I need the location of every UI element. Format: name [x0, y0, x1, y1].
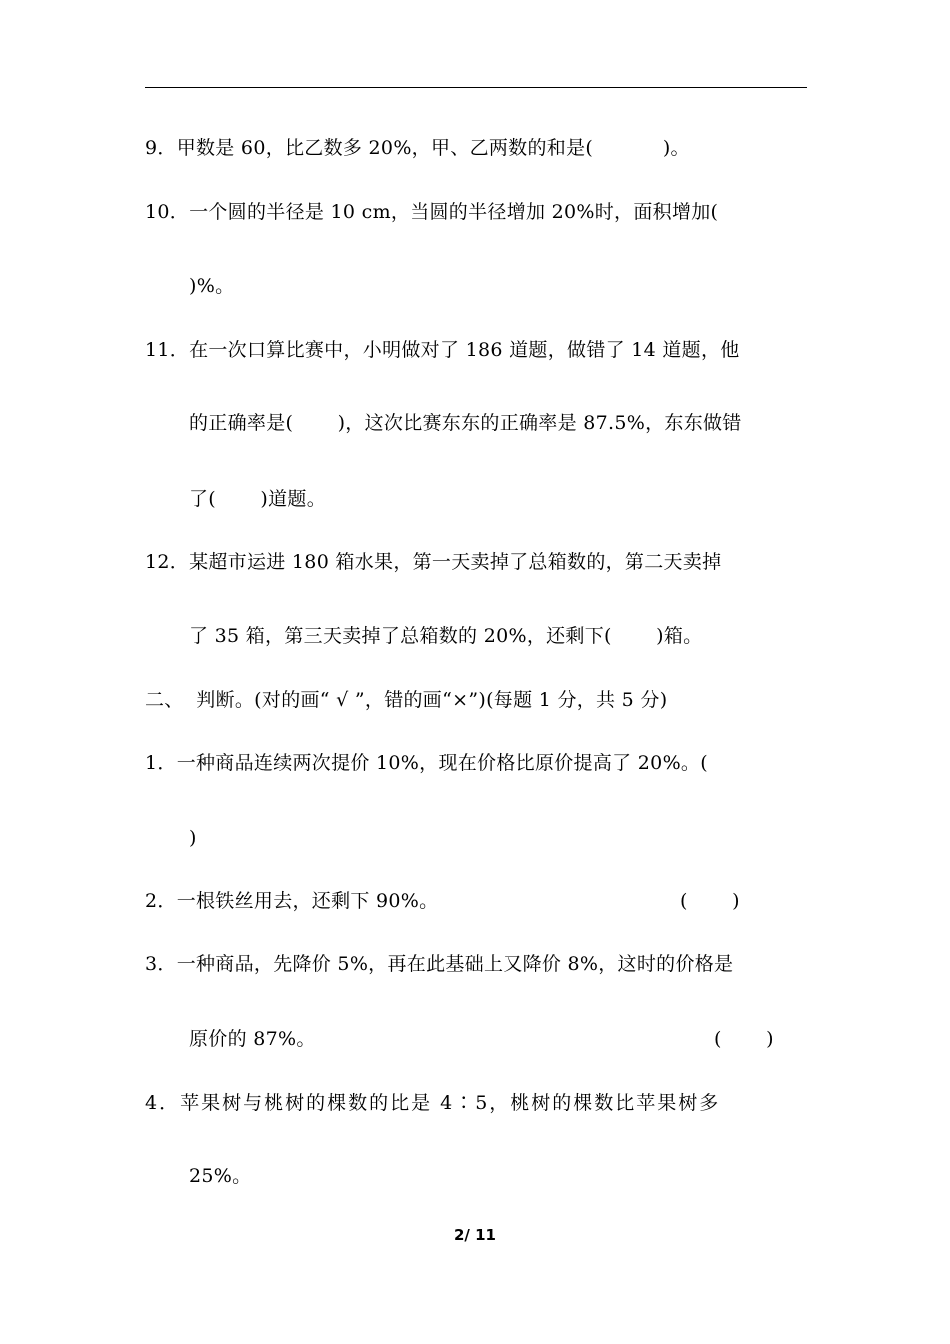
judge-1-line-2: )	[189, 827, 197, 849]
question-10-line-2: )%。	[189, 275, 235, 297]
section-two-title: 二、 判断。(对的画“ √ ”，错的画“×”)(每题 1 分，共 5 分)	[145, 689, 668, 711]
question-10-line-1: 10．一个圆的半径是 10 cm，当圆的半径增加 20%时，面积增加(	[145, 201, 719, 223]
question-12-line-1: 12．某超市运进 180 箱水果，第一天卖掉了总箱数的，第二天卖掉	[145, 551, 722, 573]
page-number: 2/ 11	[453, 1226, 496, 1244]
judge-4-line-2: 25%。	[189, 1165, 252, 1187]
question-12-line-2: 了 35 箱，第三天卖掉了总箱数的 20%，还剩下( )箱。	[189, 625, 703, 647]
judge-3-line-1: 3．一种商品，先降价 5%，再在此基础上又降价 8%，这时的价格是	[145, 953, 734, 975]
judge-1-line-1: 1．一种商品连续两次提价 10%，现在价格比原价提高了 20%。(	[145, 752, 708, 774]
header-rule	[145, 87, 807, 88]
judge-3-line-2: 原价的 87%。	[189, 1028, 316, 1050]
judge-2-bracket: ( )	[680, 890, 740, 912]
judge-2-line-1: 2．一根铁丝用去，还剩下 90%。	[145, 890, 439, 912]
question-11-line-3: 了( )道题。	[189, 488, 327, 510]
judge-4-line-1: 4．苹果树与桃树的棵数的比是 4∶5，桃树的棵数比苹果树多	[145, 1092, 721, 1114]
question-11-line-1: 11．在一次口算比赛中，小明做对了 186 道题，做错了 14 道题，他	[145, 339, 740, 361]
question-11-line-2: 的正确率是( )，这次比赛东东的正确率是 87.5%，东东做错	[189, 412, 742, 434]
judge-3-bracket: ( )	[714, 1028, 774, 1050]
question-9-line-1: 9．甲数是 60，比乙数多 20%，甲、乙两数的和是( )。	[145, 137, 690, 159]
